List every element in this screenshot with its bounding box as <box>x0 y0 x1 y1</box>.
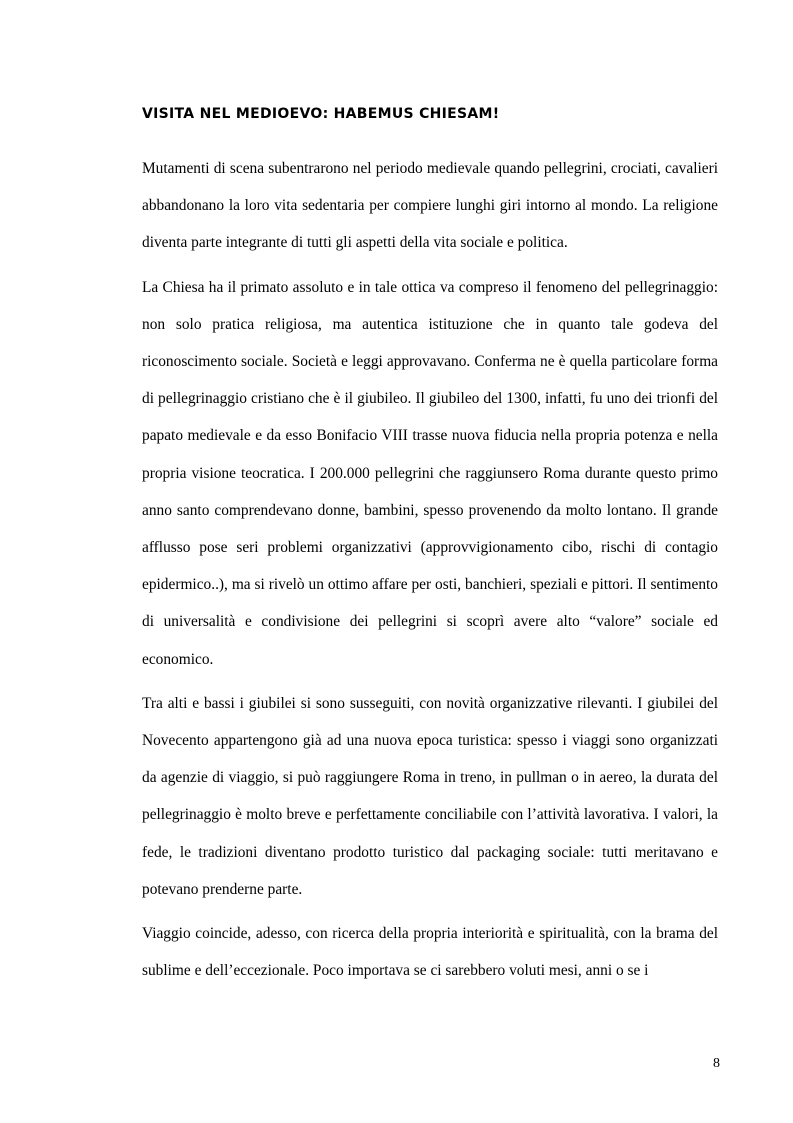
section-heading: VISITA NEL MEDIOEVO: HABEMUS CHIESAM! <box>142 106 500 122</box>
paragraph-2: La Chiesa ha il primato assoluto e in tale ottica va compreso il fenomeno del pellegrinaggio: non solo pratica religiosa, ma autentica istituzione che in quanto tale godeva del riconoscimento sociale. Società e leggi approvavano. Conferma ne è quella particolare forma di pellegrinaggio cristiano che è il giubileo. Il giubileo del 1300, infatti, fu uno dei trionfi del papato medievale e da esso Bonifacio VIII trasse nuova fiducia nella propria potenza e nella propria visione teocratica. I 200.000 pellegrini che raggiunsero Roma durante questo primo anno santo comprendevano donne, bambini, spesso provenendo da molto lontano. Il grande afflusso pose seri problemi organizzativi (approvvigionamento cibo, rischi di contagio epidermico..), ma si rivelò un ottimo affare per osti, banchieri, speziali e pittori. Il sentimento di universalità e condivisione dei pellegrini si scoprì avere alto “valore” sociale ed economico. <box>142 278 718 668</box>
page-number: 8 <box>713 1056 720 1071</box>
paragraph-3: Tra alti e bassi i giubilei si sono susseguiti, con novità organizzative rilevanti. I giubilei del Novecento appartengono già ad una nuova epoca turistica: spesso i viaggi sono organizzati da agenzie di viaggio, si può raggiungere Roma in treno, in pullman o in aereo, la durata del pellegrinaggio è molto breve e perfettamente conciliabile con l’attività lavorativa. I valori, la fede, le tradizioni diventano prodotto turistico dal packaging sociale: tutti meritavano e potevano prenderne parte. <box>142 694 718 898</box>
paragraph-1: Mutamenti di scena subentrarono nel periodo medievale quando pellegrini, crociati, cavalieri abbandonano la loro vita sedentaria per compiere lunghi giri intorno al mondo. La religione diventa parte integrante di tutti gli aspetti della vita sociale e politica. <box>142 160 718 252</box>
body-text <box>142 150 718 996</box>
paragraph-4: Viaggio coincide, adesso, con ricerca della propria interiorità e spiritualità, con la brama del sublime e dell’eccezionale. Poco importava se ci sarebbero voluti mesi, anni o se i <box>142 925 718 980</box>
